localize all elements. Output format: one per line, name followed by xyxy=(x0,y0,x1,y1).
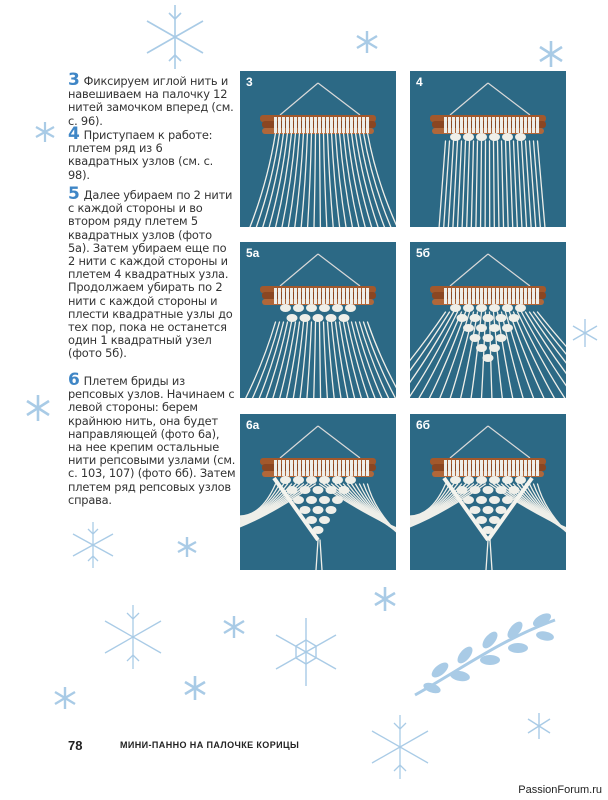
snowflake-icon xyxy=(68,520,118,570)
snowflake-icon xyxy=(24,394,52,422)
step-text: Далее убираем по 2 нити с каждой стороны и во втором ряду плетем 5 квадратных узлов (фото 5а). Затем убираем еще по 2 нити с каждой стороны и плетем 4 квадратных узла. Продолжаем убирать по 2 нити с каждой стороны и плести квадратные узлы до тех пор, пока не останется один 1 квадратный узел (фото 5б). xyxy=(68,188,233,361)
photo-6a xyxy=(240,414,396,570)
step-number: 4 xyxy=(68,124,80,144)
snowflake-icon xyxy=(222,615,246,639)
step-text: Плетем бриды из репсовых узлов. Начинаем с левой стороны: берем крайнюю нить, она будет направляющей (фото 6а), на нее крепим остальные нити репсовыми узлами (см. с. 103, 107) (фото 6б). Затем плетем ряд репсовых узлов справа. xyxy=(68,374,236,507)
photo-label: 5а xyxy=(246,246,260,260)
running-title: МИНИ-ПАННО НА ПАЛОЧКЕ КОРИЦЫ xyxy=(120,740,300,750)
macrame-photo xyxy=(410,414,566,570)
photo-label: 3 xyxy=(246,75,253,89)
snowflake-icon xyxy=(98,602,168,672)
snowflake-icon xyxy=(176,536,198,558)
macrame-photo xyxy=(410,242,566,398)
step-number: 3 xyxy=(68,70,80,90)
macrame-photo xyxy=(410,71,566,227)
photo-6b xyxy=(410,414,566,570)
photo-label: 6б xyxy=(416,418,431,432)
photo-5a xyxy=(240,242,396,398)
macrame-photo xyxy=(240,71,396,227)
step-text: Приступаем к работе: плетем ряд из 6 квадратных узлов (см. с. 98). xyxy=(68,128,214,182)
page-number: 78 xyxy=(68,738,83,753)
leaf-branch-icon xyxy=(410,610,560,700)
page-footer xyxy=(68,738,300,753)
photo-label: 4 xyxy=(416,75,423,89)
snowflake-icon xyxy=(140,2,210,72)
photo-4 xyxy=(410,71,566,227)
macrame-photo xyxy=(240,414,396,570)
step-text: Фиксируем иглой нить и навешиваем на палочку 12 нитей замочком вперед (см. с. 96). xyxy=(68,74,234,128)
step-3 xyxy=(68,70,236,128)
snowflake-icon xyxy=(268,614,344,690)
step-5 xyxy=(68,184,236,361)
macrame-photo xyxy=(240,242,396,398)
snowflake-icon xyxy=(372,586,398,612)
photo-5b xyxy=(410,242,566,398)
snowflake-icon xyxy=(537,40,565,68)
step-6 xyxy=(68,370,236,507)
snowflake-icon xyxy=(53,686,77,710)
step-number: 6 xyxy=(68,370,80,390)
watermark: PassionForum.ru xyxy=(518,784,602,796)
snowflake-icon xyxy=(525,712,553,740)
photo-label: 5б xyxy=(416,246,431,260)
snowflake-icon xyxy=(182,675,208,701)
step-number: 5 xyxy=(68,184,80,204)
step-4 xyxy=(68,124,236,182)
photo-label: 6а xyxy=(246,418,260,432)
snowflake-icon xyxy=(34,121,56,143)
photo-3 xyxy=(240,71,396,227)
snowflake-icon xyxy=(355,30,379,54)
snowflake-icon xyxy=(570,318,600,348)
